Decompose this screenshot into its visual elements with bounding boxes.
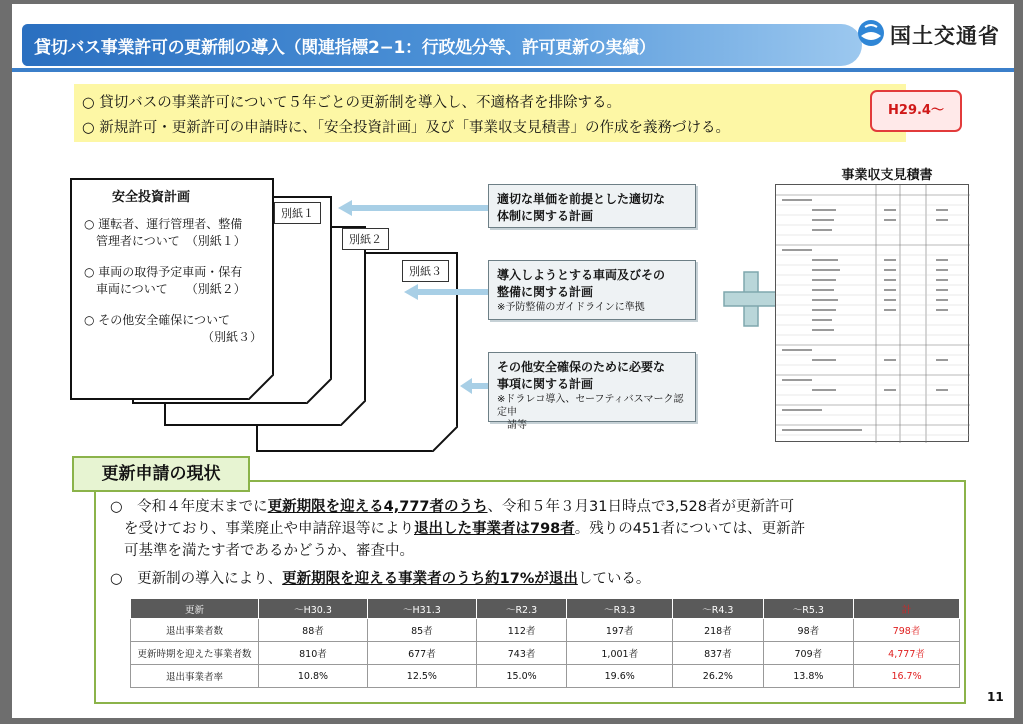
- table-cell: 197者: [567, 619, 673, 642]
- title-bar: [22, 24, 862, 66]
- appendix-1-tag: 別紙１: [274, 202, 321, 224]
- plan-item-3-line-1: ○ その他安全確保について: [84, 313, 231, 327]
- table-cell: 10.8%: [259, 665, 368, 688]
- appendix-2-tag: 別紙２: [342, 228, 389, 250]
- table-header: ～R4.3: [673, 599, 763, 619]
- table-row: [131, 619, 960, 642]
- table-header: ～H30.3: [259, 599, 368, 619]
- status-emphasis-exited: 退出した事業者は798者: [414, 521, 575, 537]
- status-paragraph-1-line-3: 可基準を満たす者であるかどうか、審査中。: [124, 543, 414, 559]
- status-emphasis-rate: 更新期限を迎える事業者のうち約17%が退出: [282, 571, 578, 587]
- table-cell-total: 798者: [854, 619, 960, 642]
- ledger-grid: [776, 185, 970, 443]
- callout-1-line-1: 適切な単価を前提とした適切な: [497, 192, 666, 206]
- plan-item-2-line-2: 車両について （別紙２）: [96, 282, 246, 296]
- arrow-to-appendix-1-icon: [338, 200, 488, 216]
- status-text: 、令和５年３月31日時点で3,528者が更新許可: [487, 499, 794, 515]
- table-cell: 26.2%: [673, 665, 763, 688]
- table-cell: 85者: [367, 619, 476, 642]
- callout-3-line-1: その他安全確保のために必要な: [497, 360, 666, 374]
- table-cell: 112者: [476, 619, 566, 642]
- page-title: 貸切バス事業許可の更新制の導入（関連指標2−1：行政処分等、許可更新の実績）: [34, 38, 656, 58]
- income-expense-ledger-thumbnail: [775, 184, 969, 442]
- status-text: ○ 令和４年度末までに: [110, 499, 268, 515]
- summary-line-2: ○ 新規許可・更新許可の申請時に、「安全投資計画」及び「事業収支見積書」の作成を義務づける。: [82, 120, 731, 136]
- row-label: 更新時期を迎えた事業者数: [131, 642, 259, 665]
- table-header: ～R5.3: [763, 599, 853, 619]
- plan-item-2-line-1: ○ 車両の取得予定車両・保有: [84, 265, 243, 279]
- table-cell: 98者: [763, 619, 853, 642]
- table-cell: 837者: [673, 642, 763, 665]
- table-cell: 1,001者: [567, 642, 673, 665]
- table-cell: 709者: [763, 642, 853, 665]
- callout-3-line-2: 事項に関する計画: [497, 377, 594, 391]
- summary-box: [74, 84, 906, 142]
- callout-2-line-2: 整備に関する計画: [497, 285, 594, 299]
- callout-2-note: ※予防整備のガイドラインに準拠: [497, 302, 645, 313]
- ledger-title: 事業収支見積書: [841, 168, 933, 183]
- table-header: ～H31.3: [367, 599, 476, 619]
- table-cell: 12.5%: [367, 665, 476, 688]
- callout-1-line-2: 体制に関する計画: [497, 209, 594, 223]
- row-label: 退出事業者数: [131, 619, 259, 642]
- plan-item-1-line-1: ○ 運転者、運行管理者、整備: [84, 217, 243, 231]
- page-number: 11: [987, 690, 1004, 704]
- status-paragraph-1-line-1: [110, 496, 794, 518]
- table-cell: 218者: [673, 619, 763, 642]
- callout-3-note-1: ※ドラレコ導入、セーフティバスマーク認定申: [497, 394, 684, 418]
- status-text: を受けており、事業廃止や申請辞退等により: [124, 521, 414, 537]
- safety-plan-sheet: [70, 178, 274, 400]
- table-cell: 743者: [476, 642, 566, 665]
- table-header: 更新: [131, 599, 259, 619]
- status-text: 。残りの451者については、更新許: [574, 521, 806, 537]
- slide: [12, 4, 1014, 718]
- plus-icon: [722, 270, 780, 328]
- arrow-to-appendix-3-icon: [460, 378, 488, 394]
- callout-2-line-1: 導入しようとする車両及びその: [497, 268, 666, 282]
- arrow-to-appendix-2-icon: [404, 284, 488, 300]
- table-cell: 810者: [259, 642, 368, 665]
- plan-item-3-line-2: （別紙３）: [202, 330, 263, 344]
- table-cell: 13.8%: [763, 665, 853, 688]
- table-cell: 15.0%: [476, 665, 566, 688]
- table-cell: 677者: [367, 642, 476, 665]
- callout-vehicle-plan: [488, 260, 696, 320]
- renewal-stats-table: [130, 598, 960, 688]
- table-cell: 88者: [259, 619, 368, 642]
- table-header-total: 計: [854, 599, 960, 619]
- table-cell-total: 16.7%: [854, 665, 960, 688]
- header-divider: [12, 68, 1014, 72]
- renewal-status-label: 更新申請の現状: [72, 456, 250, 492]
- table-header: ～R3.3: [567, 599, 673, 619]
- summary-line-1: ○ 貸切バスの事業許可について５年ごとの更新制を導入し、不適格者を排除する。: [82, 95, 621, 111]
- table-row: [131, 665, 960, 688]
- appendix-3-tag: 別紙３: [402, 260, 449, 282]
- callout-staffing-plan: [488, 184, 696, 228]
- effective-date-badge: H29.4～: [870, 90, 962, 132]
- row-label: 退出事業者率: [131, 665, 259, 688]
- status-text: している。: [577, 571, 651, 587]
- table-cell: 19.6%: [567, 665, 673, 688]
- table-row: [131, 642, 960, 665]
- table-header: ～R2.3: [476, 599, 566, 619]
- plan-item-1-line-2: 管理者について （別紙１）: [96, 234, 246, 248]
- org-name: 国土交通省: [890, 24, 1000, 48]
- safety-plan-title: 安全投資計画: [112, 190, 191, 205]
- callout-other-safety-plan: [488, 352, 696, 431]
- status-text: ○ 更新制の導入により、: [110, 571, 283, 587]
- status-paragraph-1-line-2: [124, 518, 805, 540]
- status-paragraph-2: [110, 568, 650, 590]
- ministry-logo-icon: [856, 18, 886, 48]
- table-header-row: [131, 599, 960, 619]
- status-emphasis-expiring: 更新期限を迎える4,777者のうち: [267, 499, 488, 515]
- table-cell-total: 4,777者: [854, 642, 960, 665]
- callout-3-note-2: 請等: [497, 420, 527, 431]
